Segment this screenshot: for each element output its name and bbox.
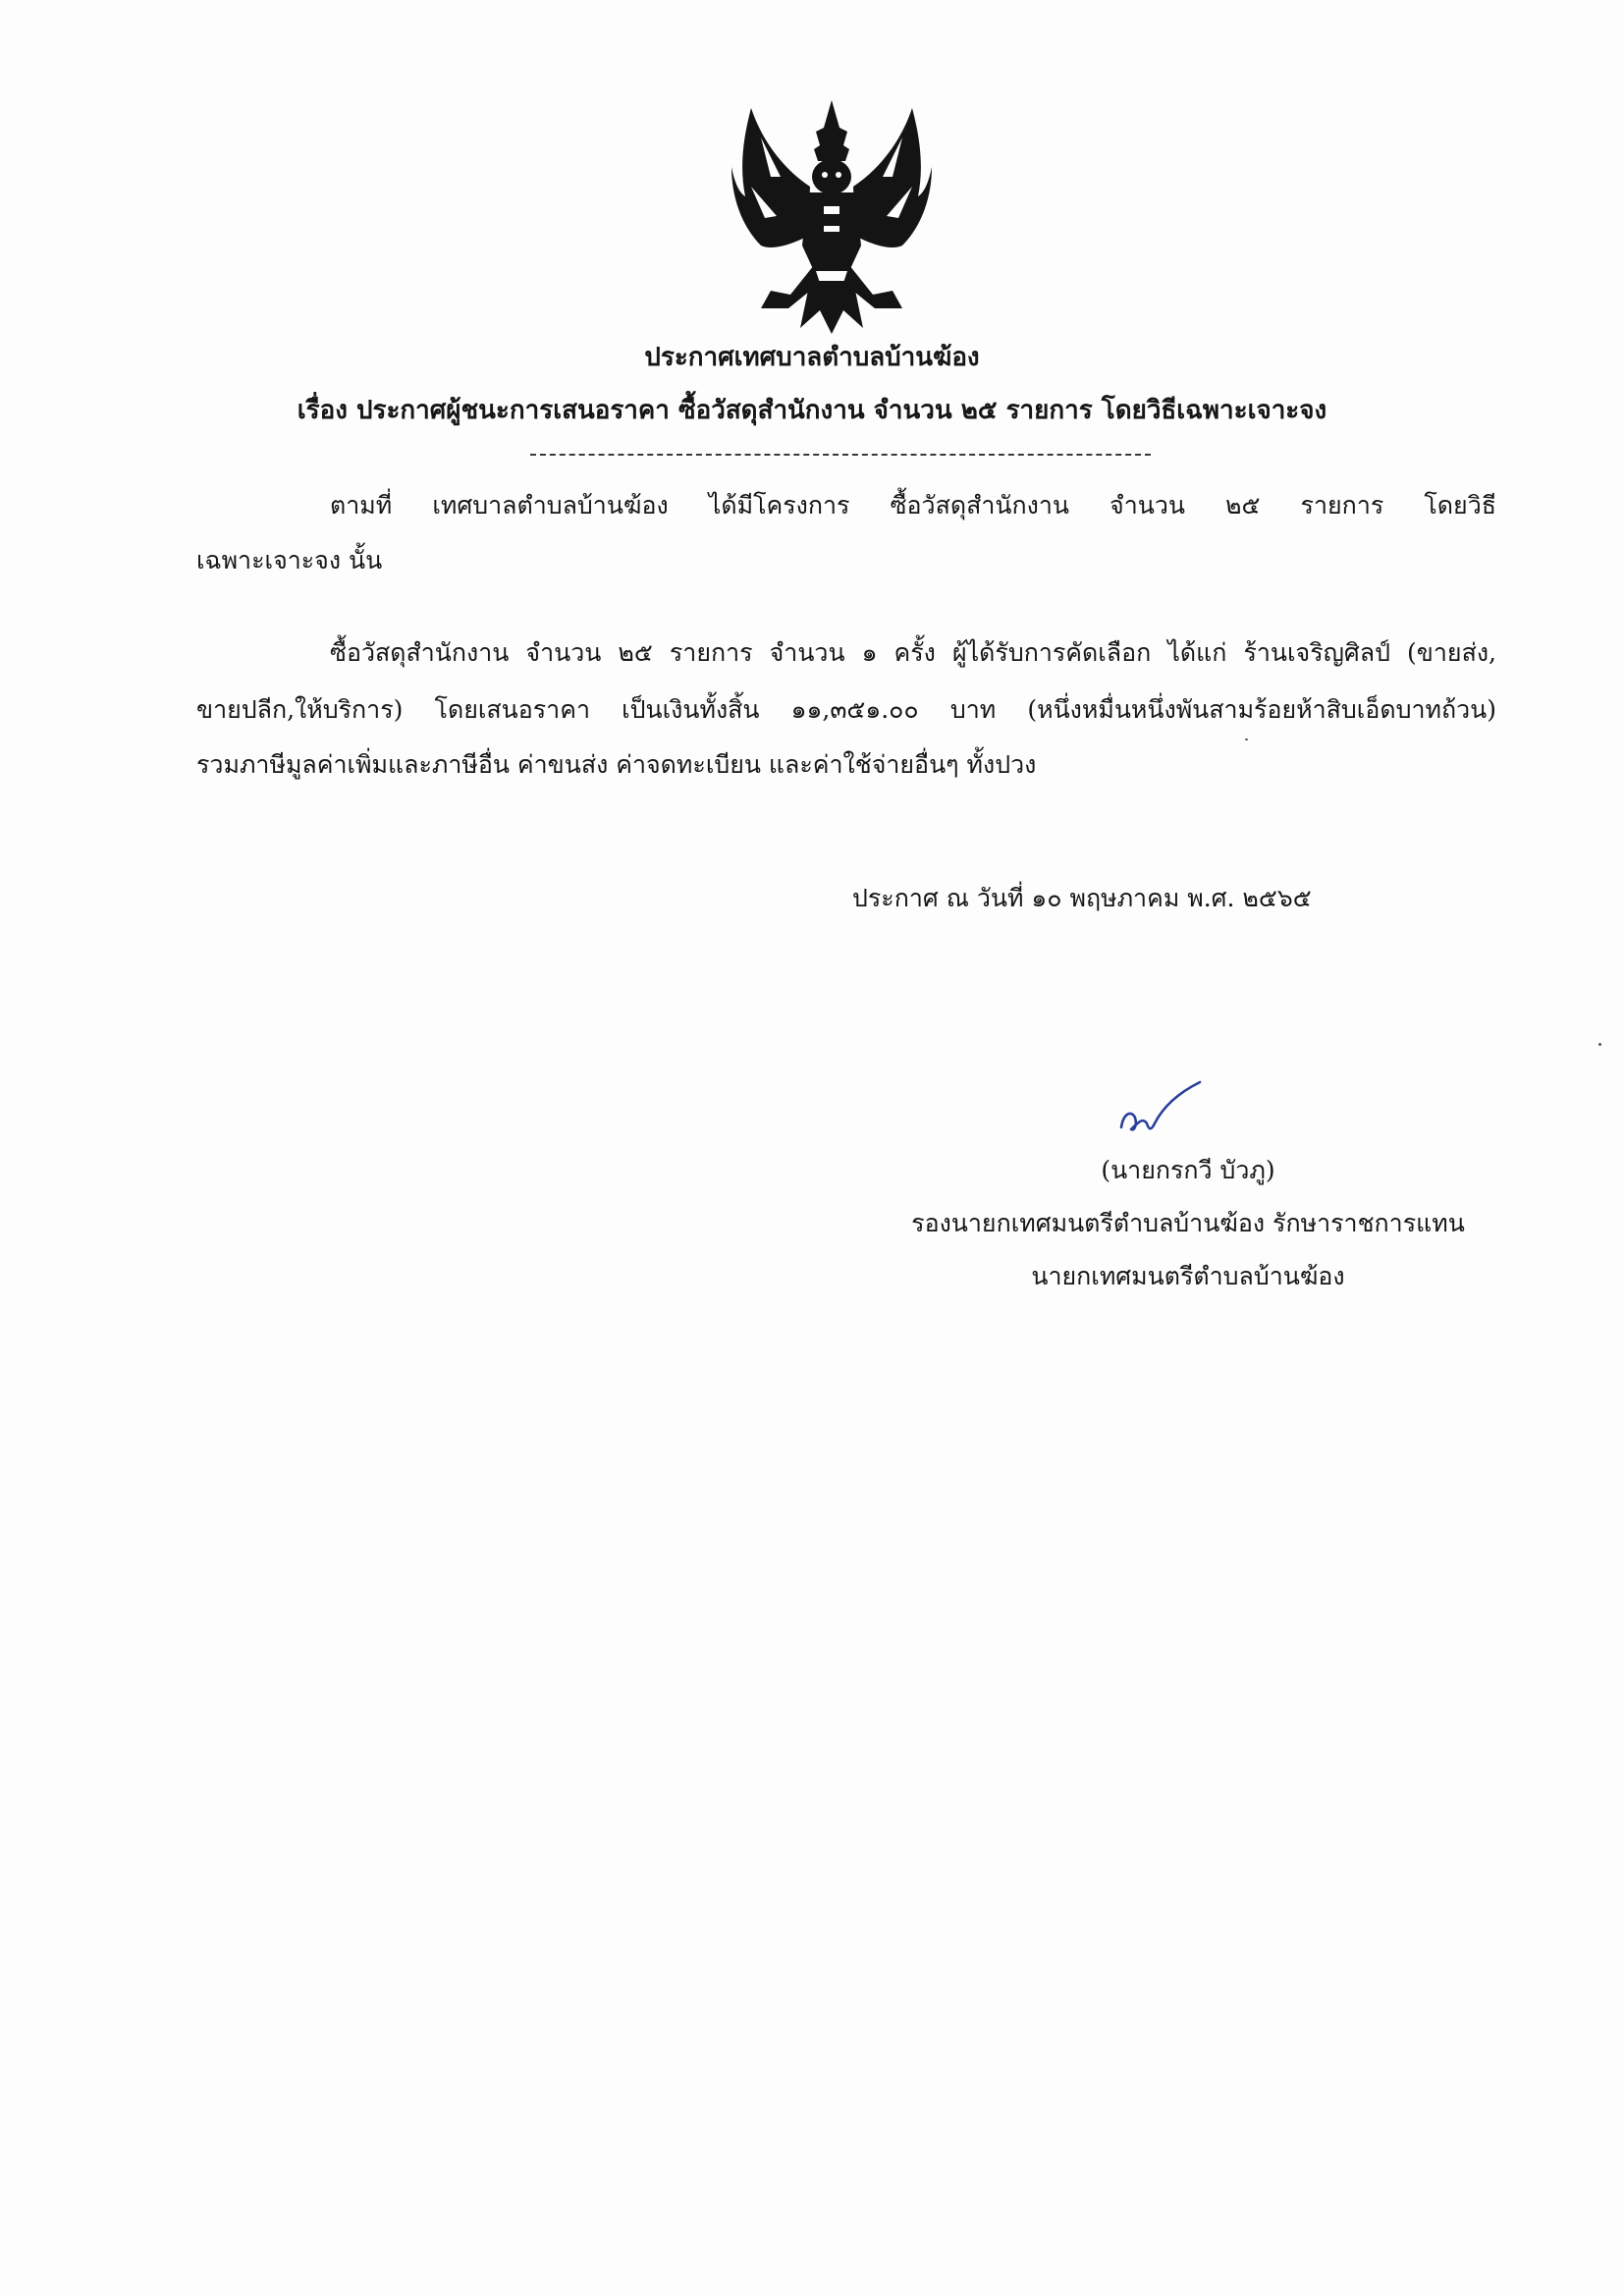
scan-speck	[1245, 738, 1248, 740]
paragraph-2-line-2: ขายปลีก,ให้บริการ) โดยเสนอราคา เป็นเงินทั้งสิ้น ๑๑,๓๕๑.๐๐ บาท (หนึ่งหมื่นหนึ่งพันสามร้อยห้าสิบเอ็ดบาทถ้วน)	[196, 695, 1496, 724]
signer-position-line-1: รองนายกเทศมนตรีตำบลบ้านฆ้อง รักษาราชการแทน	[911, 1209, 1465, 1237]
garuda-emblem-icon	[731, 98, 933, 334]
signer-position-line-2: นายกเทศมนตรีตำบลบ้านฆ้อง	[1031, 1262, 1345, 1290]
paragraph-1-line-2: เฉพาะเจาะจง นั้น	[196, 546, 383, 574]
paragraph-2-line-3: รวมภาษีมูลค่าเพิ่มและภาษีอื่น ค่าขนส่ง ค่าจดทะเบียน และค่าใช้จ่ายอื่นๆ ทั้งปวง	[196, 750, 1037, 779]
announcement-date: ประกาศ ณ วันที่ ๑๐ พฤษภาคม พ.ศ. ๒๕๖๕	[852, 884, 1312, 912]
announcement-title: ประกาศเทศบาลตำบลบ้านฆ้อง	[644, 343, 980, 372]
scan-speck	[1598, 1043, 1601, 1046]
paragraph-1-line-1: ตามที่ เทศบาลตำบลบ้านฆ้อง ได้มีโครงการ ซื้อวัสดุสำนักงาน จำนวน ๒๕ รายการ โดยวิธี	[330, 491, 1496, 519]
announcement-subject: เรื่อง ประกาศผู้ชนะการเสนอราคา ซื้อวัสดุสำนักงาน จำนวน ๒๕ รายการ โดยวิธีเฉพาะเจาะจง	[297, 396, 1327, 425]
dashed-divider	[530, 454, 1151, 456]
paragraph-2-line-1: ซื้อวัสดุสำนักงาน จำนวน ๒๕ รายการ จำนวน ๑ ครั้ง ผู้ได้รับการคัดเลือก ได้แก่ ร้านเจริญศิลป์ (ขายส่ง,	[330, 638, 1496, 667]
signer-name: (นายกรกวี บัวภู)	[1101, 1156, 1275, 1184]
handwritten-signature-icon	[1117, 1078, 1206, 1137]
